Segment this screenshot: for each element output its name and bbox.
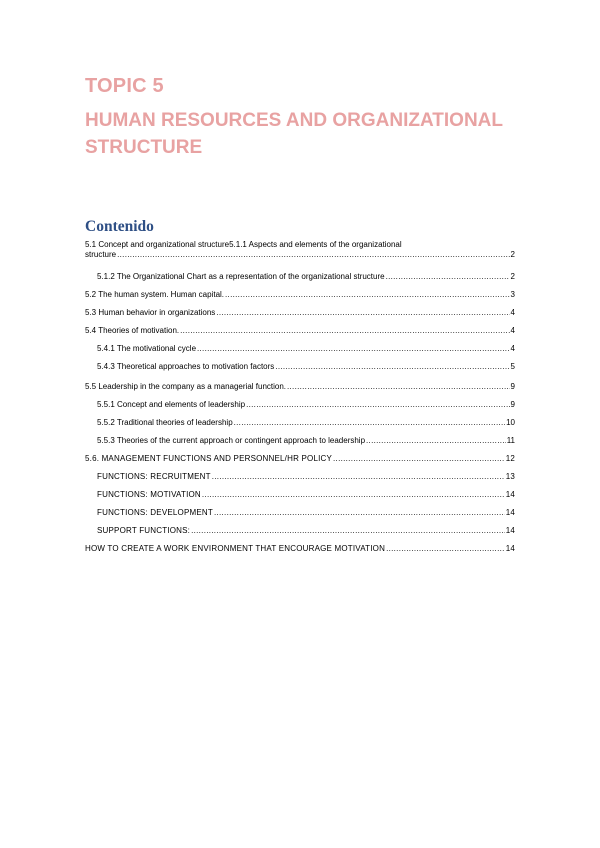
toc-entry-text: HOW TO CREATE A WORK ENVIRONMENT THAT ENCOURAGE MOTIVATION xyxy=(85,544,386,553)
toc-leader-dots xyxy=(366,436,506,446)
toc-entry[interactable] xyxy=(85,544,515,554)
toc-page-number: 2 xyxy=(510,250,515,259)
toc-entry-text: 5.5.1 Concept and elements of leadership xyxy=(97,400,246,409)
toc-entry-text: 5.5 Leadership in the company as a managerial function. xyxy=(85,382,287,391)
toc-page-number: 10 xyxy=(506,418,515,427)
toc-entry[interactable] xyxy=(97,490,515,500)
toc-page-number: 14 xyxy=(505,526,515,535)
toc-page-number: 5 xyxy=(510,362,515,371)
toc-leader-dots xyxy=(386,544,505,554)
toc-page-number: 11 xyxy=(506,436,515,445)
toc-entry-text: 5.5.2 Traditional theories of leadership xyxy=(97,418,233,427)
toc-entry-text: 5.3 Human behavior in organizations xyxy=(85,308,216,317)
toc-entry-text: 5.4 Theories of motivation. xyxy=(85,326,180,335)
toc-leader-dots xyxy=(287,382,510,392)
toc-entry[interactable] xyxy=(97,526,515,536)
toc-leader-dots xyxy=(197,344,510,354)
toc-leader-dots xyxy=(191,526,505,536)
chapter-heading: HUMAN RESOURCES AND ORGANIZATIONAL STRUCTURE xyxy=(85,110,503,158)
toc-entry[interactable] xyxy=(85,290,515,300)
toc-entry[interactable] xyxy=(97,436,515,446)
toc-leader-dots xyxy=(202,490,505,500)
toc-leader-dots xyxy=(117,250,509,260)
toc-page-number: 14 xyxy=(505,490,515,499)
toc-leader-dots xyxy=(180,326,509,336)
toc-entry-text-line1: 5.1 Concept and organizational structure5.1.1 Aspects and elements of the organizational xyxy=(85,240,402,249)
toc-entry-text: 5.5.3 Theories of the current approach or contingent approach to leadership xyxy=(97,436,366,445)
toc-entry[interactable] xyxy=(97,344,515,354)
toc-entry[interactable] xyxy=(85,326,515,336)
toc-page-number: 3 xyxy=(510,290,515,299)
toc-leader-dots xyxy=(333,454,505,464)
toc-page-number: 14 xyxy=(505,544,515,553)
toc-entry[interactable] xyxy=(97,472,515,482)
toc-leader-dots xyxy=(214,508,505,518)
toc-entry-text: FUNCTIONS: MOTIVATION xyxy=(97,490,201,499)
toc-entry[interactable] xyxy=(97,508,515,518)
toc-leader-dots xyxy=(225,290,510,300)
toc-entry[interactable] xyxy=(85,240,515,260)
toc-page-number: 4 xyxy=(510,344,515,353)
toc-entry-text: 5.4.3 Theoretical approaches to motivation factors xyxy=(97,362,275,371)
toc-leader-dots xyxy=(275,362,509,372)
toc-entry-text: SUPPORT FUNCTIONS: xyxy=(97,526,191,535)
toc-entry-text: 5.4.1 The motivational cycle xyxy=(97,344,197,353)
toc-page-number: 2 xyxy=(510,272,515,281)
toc-entry[interactable] xyxy=(85,454,515,464)
toc-entry-text: structure xyxy=(85,250,117,259)
toc-entry[interactable] xyxy=(97,400,515,410)
toc-page-number: 4 xyxy=(510,308,515,317)
toc-leader-dots xyxy=(246,400,509,410)
toc-entry-text: 5.2 The human system. Human capital. xyxy=(85,290,225,299)
toc-page-number: 13 xyxy=(505,472,515,481)
toc-entry-text: FUNCTIONS: RECRUITMENT xyxy=(97,472,211,481)
toc-page-number: 14 xyxy=(505,508,515,517)
toc-entry[interactable] xyxy=(85,308,515,318)
toc-page-number: 12 xyxy=(505,454,515,463)
topic-title: TOPIC 5 xyxy=(85,75,164,97)
toc-page-number: 9 xyxy=(510,382,515,391)
toc-entry[interactable] xyxy=(97,272,515,282)
toc-leader-dots xyxy=(386,272,510,282)
toc-entry-text: 5.6. MANAGEMENT FUNCTIONS AND PERSONNEL/HR POLICY xyxy=(85,454,333,463)
toc-entry[interactable] xyxy=(85,382,515,392)
toc-page-number: 4 xyxy=(510,326,515,335)
toc-page-number: 9 xyxy=(510,400,515,409)
toc-leader-dots xyxy=(216,308,509,318)
toc-entry-text: 5.1.2 The Organizational Chart as a representation of the organizational structure xyxy=(97,272,385,281)
toc-leader-dots xyxy=(234,418,505,428)
toc-entry[interactable] xyxy=(97,362,515,372)
toc-title: Contenido xyxy=(85,218,154,235)
toc-leader-dots xyxy=(212,472,505,482)
toc-entry-text: FUNCTIONS: DEVELOPMENT xyxy=(97,508,213,517)
toc-entry[interactable] xyxy=(97,418,515,428)
